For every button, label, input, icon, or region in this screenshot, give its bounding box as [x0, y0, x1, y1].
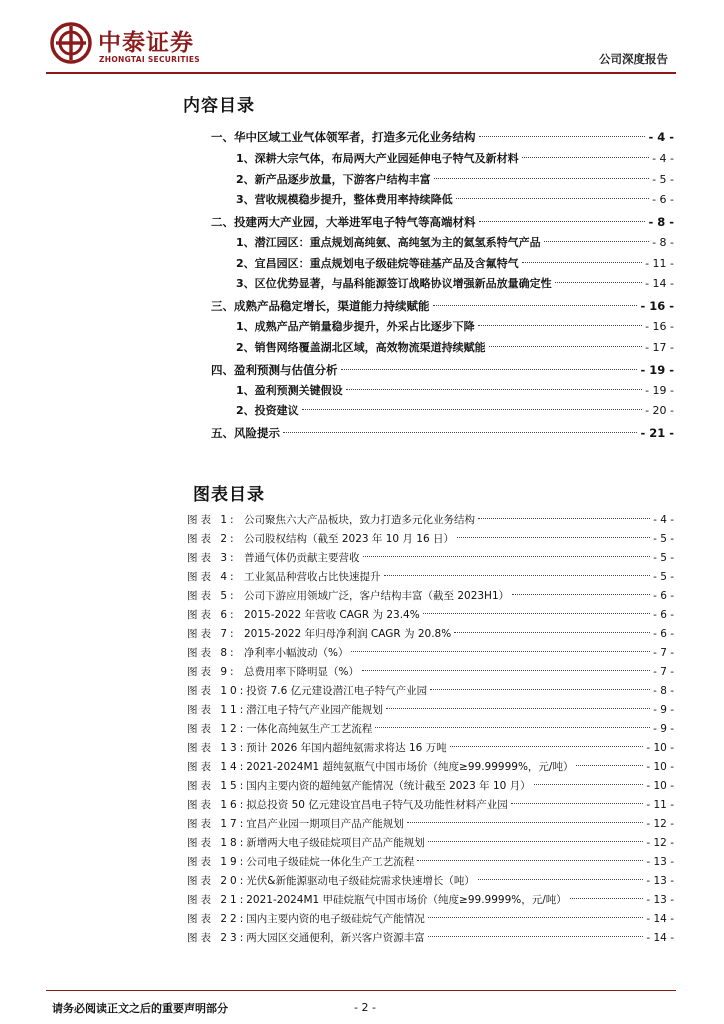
figure-text: 普通气体仍贡献主要营收 — [244, 552, 360, 564]
figure-text: 光伏&新能源驱动电子级硅烷需求快速增长（吨） — [246, 875, 475, 887]
dot-leader — [534, 784, 644, 785]
figure-text: 2015-2022 年营收 CAGR 为 23.4% — [244, 609, 420, 621]
figure-entry[interactable] — [187, 758, 674, 776]
dot-leader — [428, 841, 644, 842]
dot-leader — [478, 325, 642, 326]
toc-entry[interactable] — [236, 318, 674, 336]
toc-entry[interactable] — [236, 339, 674, 357]
figure-label: 图表 14: — [187, 761, 247, 773]
figure-entry[interactable] — [187, 853, 674, 871]
figure-text: 宜昌产业园一期项目产品产能规划 — [246, 818, 404, 830]
toc-title: 内容目录 — [183, 96, 255, 116]
figure-entry[interactable] — [187, 606, 674, 624]
toc-entry-page: - 16 - — [640, 299, 674, 313]
dot-leader — [457, 537, 650, 538]
figure-entry[interactable] — [187, 644, 674, 662]
figure-label: 图表 11: — [187, 704, 247, 716]
dot-leader — [512, 594, 650, 595]
toc-entry-page: - 4 - — [648, 130, 674, 144]
figure-label: 图表 15: — [187, 780, 247, 792]
figure-page: - 9 - — [653, 704, 674, 716]
dot-leader — [478, 518, 650, 519]
figure-page: - 4 - — [653, 514, 674, 526]
figure-text: 公司聚焦六大产品板块，致力打造多元化业务结构 — [244, 514, 475, 526]
dot-leader — [386, 708, 650, 709]
figure-page: - 14 - — [646, 932, 674, 944]
toc-entry-page: - 14 - — [645, 277, 674, 290]
figure-entry[interactable] — [187, 891, 674, 909]
figure-entry[interactable] — [187, 872, 674, 890]
dot-leader — [341, 369, 638, 370]
report-type-label: 公司深度报告 — [599, 52, 668, 66]
toc-entry-text: 三、成熟产品稳定增长，渠道能力持续赋能 — [211, 299, 430, 313]
figure-label: 图表 6: — [187, 609, 237, 621]
figure-label: 图表 13: — [187, 742, 247, 754]
figure-page: - 8 - — [653, 685, 674, 697]
figure-entry[interactable] — [187, 910, 674, 928]
dot-leader — [430, 689, 650, 690]
toc-entry-page: - 21 - — [640, 426, 674, 440]
dot-leader — [478, 879, 643, 880]
figure-label: 图表 17: — [187, 818, 247, 830]
toc-entry[interactable] — [211, 361, 674, 379]
toc-entry-text: 二、投建两大产业园，大举进军电子特气等高端材料 — [211, 215, 476, 229]
figure-entry[interactable] — [187, 815, 674, 833]
figure-text: 两大园区交通便利，新兴客户资源丰富 — [246, 932, 425, 944]
figure-page: - 5 - — [653, 552, 674, 564]
dot-leader — [363, 556, 651, 557]
toc-entry-page: - 5 - — [652, 173, 674, 186]
toc-entry-text: 四、盈利预测与估值分析 — [211, 363, 338, 377]
figure-text: 2021-2024M1 甲硅烷瓶气中国市场价（纯度≥99.9999%，元/吨） — [246, 894, 567, 906]
figure-page: - 10 - — [646, 780, 674, 792]
figure-label: 图表 4: — [187, 571, 237, 583]
figure-page: - 12 - — [646, 837, 674, 849]
figure-text: 公司下游应用领域广泛，客户结构丰富（截至 2023H1） — [244, 590, 510, 602]
dot-leader — [351, 651, 650, 652]
dot-leader — [522, 157, 649, 158]
figure-page: - 11 - — [646, 799, 674, 811]
figure-label: 图表 19: — [187, 856, 247, 868]
dot-leader — [283, 432, 637, 433]
figure-label: 图表 23: — [187, 932, 247, 944]
figure-entry[interactable] — [187, 682, 674, 700]
figure-label: 图表 22: — [187, 913, 247, 925]
figure-text: 国内主要内资的电子级硅烷气产能情况 — [246, 913, 425, 925]
figure-text: 预计 2026 年国内超纯氨需求将达 16 万吨 — [246, 742, 447, 754]
page-header — [0, 0, 724, 72]
toc-entry-text: 1、深耕大宗气体，布局两大产业园延伸电子特气及新材料 — [236, 152, 519, 165]
dot-leader — [511, 803, 644, 804]
figure-text: 总费用率下降明显（%） — [244, 666, 359, 678]
figure-text: 潜江电子特气产业园产能规划 — [246, 704, 383, 716]
dot-leader — [428, 917, 644, 918]
figure-label: 图表 1: — [187, 514, 237, 526]
toc-entry[interactable] — [236, 171, 674, 189]
dot-leader — [479, 136, 646, 137]
dot-leader — [423, 613, 650, 614]
dot-leader — [362, 670, 650, 671]
toc-entry-page: - 8 - — [652, 236, 674, 249]
figure-page: - 10 - — [646, 761, 674, 773]
figure-page: - 7 - — [653, 647, 674, 659]
figure-label: 图表 8: — [187, 647, 237, 659]
figure-text: 一体化高纯氨生产工艺流程 — [246, 723, 373, 735]
toc-entry-page: - 8 - — [648, 215, 674, 229]
toc-entry-text: 3、区位优势显著，与晶科能源签订战略协议增强新品放量确定性 — [236, 277, 552, 290]
figure-page: - 10 - — [646, 742, 674, 754]
toc-entry-text: 1、盈利预测关键假设 — [236, 384, 343, 397]
figure-entry[interactable] — [187, 796, 674, 814]
figure-label: 图表 12: — [187, 723, 247, 735]
figure-text: 净利率小幅波动（%） — [244, 647, 349, 659]
header-divider — [46, 72, 676, 74]
toc-entry[interactable] — [236, 150, 674, 168]
toc-entry[interactable] — [236, 402, 674, 420]
figure-entry[interactable] — [187, 549, 674, 567]
figure-label: 图表 5: — [187, 590, 237, 602]
figure-entry[interactable] — [187, 777, 674, 795]
toc-entry[interactable] — [236, 382, 674, 400]
figure-page: - 9 - — [653, 723, 674, 735]
dot-leader — [576, 765, 643, 766]
toc-entry-page: - 17 - — [645, 341, 674, 354]
figure-text: 2015-2022 年归母净利润 CAGR 为 20.8% — [244, 628, 452, 640]
figure-label: 图表 21: — [187, 894, 247, 906]
dot-leader — [428, 936, 644, 937]
toc-entry-page: - 19 - — [645, 384, 674, 397]
figure-label: 图表 16: — [187, 799, 247, 811]
company-logo — [50, 20, 220, 70]
toc-entry[interactable] — [236, 234, 674, 252]
toc-entry-page: - 19 - — [640, 363, 674, 377]
dot-leader — [407, 822, 644, 823]
logo-english-name: ZHONGTAI SECURITIES — [99, 55, 200, 64]
figure-entry[interactable] — [187, 663, 674, 681]
figure-label: 图表 2: — [187, 533, 237, 545]
figure-entry[interactable] — [187, 625, 674, 643]
toc-entry[interactable] — [211, 297, 674, 315]
disclaimer-note: 请务必阅读正文之后的重要声明部分 — [52, 1002, 228, 1015]
figure-page: - 6 - — [653, 609, 674, 621]
figure-entry[interactable] — [187, 834, 674, 852]
toc-entry-text: 2、销售网络覆盖湖北区域，高效物流渠道持续赋能 — [236, 341, 486, 354]
dot-leader — [454, 632, 650, 633]
dot-leader — [375, 727, 650, 728]
toc-entry-page: - 6 - — [652, 193, 674, 206]
figure-entry[interactable] — [187, 739, 674, 757]
figures-title: 图表目录 — [193, 485, 265, 505]
toc-entry-page: - 16 - — [645, 320, 674, 333]
dot-leader — [522, 262, 642, 263]
figure-page: - 7 - — [653, 666, 674, 678]
figure-page: - 12 - — [646, 818, 674, 830]
toc-entry-page: - 4 - — [652, 152, 674, 165]
figure-label: 图表 7: — [187, 628, 237, 640]
toc-entry-text: 2、宜昌园区：重点规划电子级硅烷等硅基产品及含氟特气 — [236, 257, 519, 270]
toc-entry-text: 2、投资建议 — [236, 404, 299, 417]
figure-text: 拟总投资 50 亿元建设宜昌电子特气及功能性材料产业园 — [246, 799, 508, 811]
figure-page: - 13 - — [646, 856, 674, 868]
figure-page: - 14 - — [646, 913, 674, 925]
figure-entry[interactable] — [187, 568, 674, 586]
zhongtai-logo-icon — [50, 22, 92, 64]
toc-entry[interactable] — [236, 255, 674, 273]
figure-text: 工业氮品种营收占比快速提升 — [244, 571, 381, 583]
figure-page: - 13 - — [646, 894, 674, 906]
toc-entry[interactable] — [211, 424, 674, 442]
figure-text: 投资 7.6 亿元建设潜江电子特气产业园 — [246, 685, 428, 697]
figure-entry[interactable] — [187, 929, 674, 947]
toc-entry[interactable] — [236, 275, 674, 293]
figure-label: 图表 9: — [187, 666, 237, 678]
figure-text: 国内主要内资的超纯氨产能情况（统计截至 2023 年 10 月） — [246, 780, 531, 792]
figure-label: 图表 3: — [187, 552, 237, 564]
dot-leader — [384, 575, 651, 576]
figure-page: - 6 - — [653, 628, 674, 640]
dot-leader — [570, 898, 644, 899]
toc-entry-text: 3、营收规模稳步提升，整体费用率持续降低 — [236, 193, 453, 206]
dot-leader — [346, 389, 642, 390]
toc-entry-text: 2、新产品逐步放量，下游客户结构丰富 — [236, 173, 431, 186]
figure-entry[interactable] — [187, 587, 674, 605]
figure-text: 2021-2024M1 超纯氨瓶气中国市场价（纯度≥99.99999%，元/吨） — [246, 761, 574, 773]
toc-entry[interactable] — [211, 213, 674, 231]
dot-leader — [417, 860, 643, 861]
dot-leader — [479, 221, 646, 222]
dot-leader — [433, 305, 638, 306]
dot-leader — [555, 282, 642, 283]
page-number: - 2 - — [354, 1001, 376, 1014]
figure-page: - 13 - — [646, 875, 674, 887]
figure-text: 新增两大电子级硅烷项目产品产能规划 — [246, 837, 425, 849]
figure-entry[interactable] — [187, 511, 674, 529]
toc-entry-text: 1、成熟产品产销量稳步提升，外采占比逐步下降 — [236, 320, 475, 333]
toc-entry-text: 1、潜江园区：重点规划高纯氨、高纯氢为主的氦氢系特气产品 — [236, 236, 541, 249]
figure-label: 图表 20: — [187, 875, 247, 887]
figure-text: 公司电子级硅烷一体化生产工艺流程 — [246, 856, 415, 868]
dot-leader — [434, 178, 649, 179]
dot-leader — [302, 409, 642, 410]
footer-divider — [46, 990, 676, 991]
figure-page: - 5 - — [653, 571, 674, 583]
dot-leader — [456, 198, 649, 199]
figure-page: - 6 - — [653, 590, 674, 602]
toc-entry[interactable] — [236, 191, 674, 209]
figure-label: 图表 10: — [187, 685, 247, 697]
figure-text: 公司股权结构（截至 2023 年 10 月 16 日） — [244, 533, 454, 545]
toc-entry-page: - 11 - — [645, 257, 674, 270]
dot-leader — [450, 746, 644, 747]
dot-leader — [489, 346, 642, 347]
logo-chinese-name: 中泰证券 — [98, 30, 194, 56]
figure-entry[interactable] — [187, 530, 674, 548]
dot-leader — [544, 241, 649, 242]
toc-entry[interactable] — [211, 128, 674, 146]
figure-entry[interactable] — [187, 720, 674, 738]
figure-label: 图表 18: — [187, 837, 247, 849]
toc-entry-page: - 20 - — [645, 404, 674, 417]
figure-entry[interactable] — [187, 701, 674, 719]
toc-entry-text: 一、华中区域工业气体领军者，打造多元化业务结构 — [211, 130, 476, 144]
figure-page: - 5 - — [653, 533, 674, 545]
toc-entry-text: 五、风险提示 — [211, 426, 280, 440]
